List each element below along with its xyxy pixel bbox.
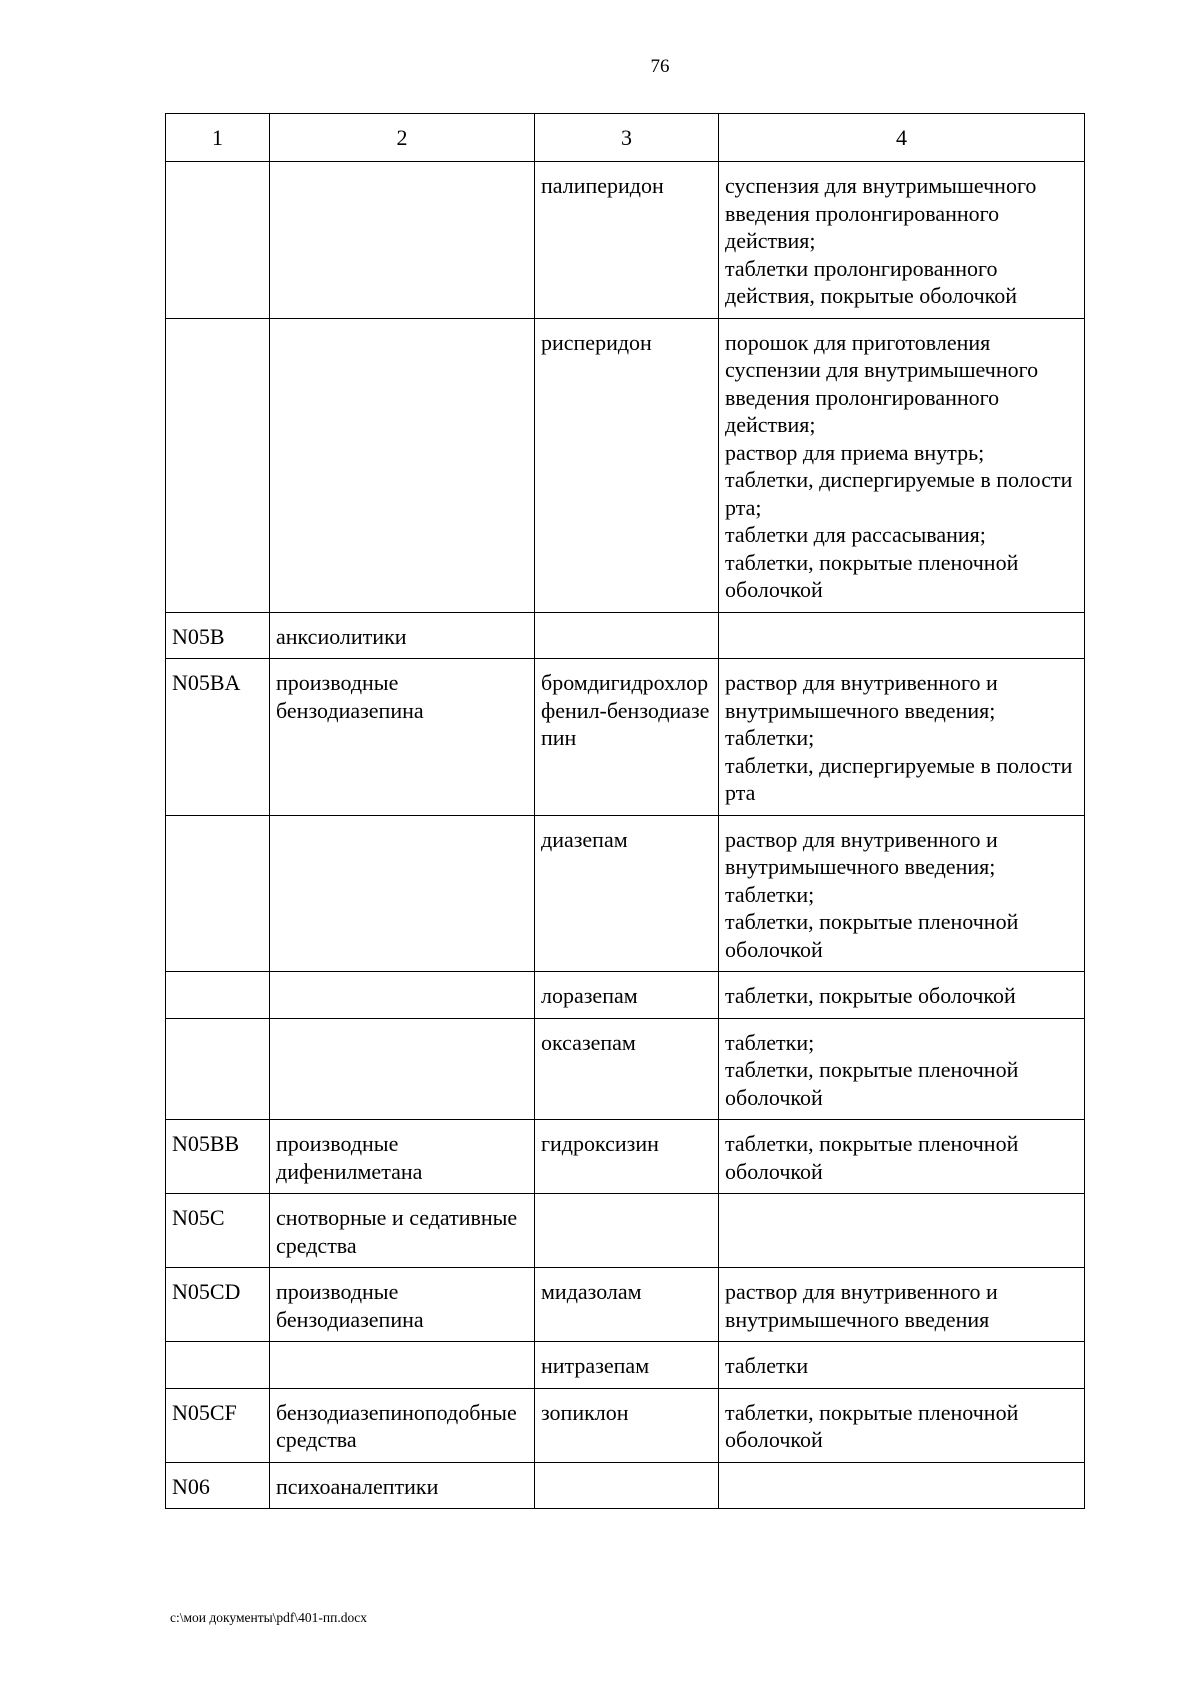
dosage-forms-cell	[719, 1388, 1085, 1462]
dosage-form-line: порошок для приготовления суспензии для внутримышечного введения пролонгированного действия;	[725, 329, 1039, 437]
table-row	[166, 1462, 1085, 1509]
drug-table-container	[165, 113, 1085, 1509]
atc-code-cell	[166, 162, 270, 319]
dosage-forms-cell	[719, 1120, 1085, 1194]
atc-code-cell: N05B	[166, 612, 270, 659]
group-name-cell	[270, 1018, 535, 1120]
column-header-drug: 3	[535, 114, 719, 162]
dosage-form-line: таблетки;	[725, 1029, 815, 1055]
atc-code-cell: N05C	[166, 1194, 270, 1268]
drug-name-cell: оксазепам	[535, 1018, 719, 1120]
table-row	[166, 1120, 1085, 1194]
footer-file-path: c:\мои документы\pdf\401-пп.docx	[170, 1610, 367, 1625]
dosage-form-line: таблетки;	[725, 881, 815, 907]
table-row	[166, 1268, 1085, 1342]
group-name-cell: производные дифенилметана	[270, 1120, 535, 1194]
group-name-cell	[270, 318, 535, 612]
column-header-group: 2	[270, 114, 535, 162]
dosage-form-line: раствор для внутривенного и внутримышечного введения	[725, 1279, 998, 1332]
drug-name-cell: зопиклон	[535, 1388, 719, 1462]
group-name-cell: производные бензодиазепина	[270, 1268, 535, 1342]
dosage-form-line: таблетки, покрытые пленочной оболочкой	[725, 549, 1019, 602]
dosage-form-line: раствор для внутривенного и внутримышечного введения;	[725, 826, 998, 879]
table-row	[166, 1018, 1085, 1120]
dosage-form-line: таблетки, покрытые оболочкой	[725, 983, 1016, 1008]
group-name-cell	[270, 815, 535, 972]
atc-code-cell: N05BA	[166, 659, 270, 816]
group-name-cell	[270, 162, 535, 319]
dosage-form-line: раствор для внутривенного и внутримышечного введения;	[725, 670, 998, 723]
drug-name-cell: диазепам	[535, 815, 719, 972]
dosage-forms-cell	[719, 815, 1085, 972]
atc-code-cell: N05CD	[166, 1268, 270, 1342]
table-row	[166, 1388, 1085, 1462]
atc-code-cell	[166, 1342, 270, 1389]
dosage-forms-cell	[719, 1342, 1085, 1389]
table-row	[166, 318, 1085, 612]
group-name-cell	[270, 972, 535, 1019]
atc-code-cell	[166, 815, 270, 972]
group-name-cell: анксиолитики	[270, 612, 535, 659]
table-body	[166, 162, 1085, 1509]
dosage-form-line: таблетки, диспергируемые в полости рта	[725, 752, 1073, 805]
dosage-form-line: таблетки	[725, 1353, 809, 1378]
dosage-forms-cell	[719, 162, 1085, 319]
dosage-form-line: таблетки, покрытые пленочной оболочкой	[725, 1399, 1019, 1452]
atc-code-cell	[166, 318, 270, 612]
group-name-cell: производные бензодиазепина	[270, 659, 535, 816]
drug-name-cell: лоразепам	[535, 972, 719, 1019]
drug-name-cell	[535, 612, 719, 659]
atc-code-cell: N05BB	[166, 1120, 270, 1194]
atc-code-cell: N06	[166, 1462, 270, 1509]
dosage-forms-cell	[719, 1194, 1085, 1268]
dosage-form-line: таблетки для рассасывания;	[725, 522, 986, 547]
table-row	[166, 162, 1085, 319]
table-row	[166, 972, 1085, 1019]
drug-name-cell: рисперидон	[535, 318, 719, 612]
table-row	[166, 612, 1085, 659]
table-row	[166, 815, 1085, 972]
group-name-cell	[270, 1342, 535, 1389]
dosage-form-line: таблетки, покрытые пленочной оболочкой	[725, 1131, 1019, 1184]
drug-name-cell	[535, 1194, 719, 1268]
atc-code-cell	[166, 972, 270, 1019]
dosage-form-line: таблетки;	[725, 725, 815, 750]
dosage-forms-cell	[719, 612, 1085, 659]
atc-code-cell: N05CF	[166, 1388, 270, 1462]
drug-name-cell: мидазолам	[535, 1268, 719, 1342]
drug-table	[165, 113, 1085, 1509]
table-row	[166, 659, 1085, 816]
dosage-form-line: таблетки пролонгированного действия, покрытые оболочкой	[725, 255, 1018, 308]
dosage-forms-cell	[719, 1462, 1085, 1509]
dosage-form-line: раствор для приема внутрь;	[725, 439, 985, 465]
dosage-form-line: таблетки, покрытые пленочной оболочкой	[725, 909, 1019, 962]
table-header-row	[166, 114, 1085, 162]
drug-name-cell	[535, 1462, 719, 1509]
dosage-forms-cell	[719, 972, 1085, 1019]
group-name-cell: психоаналептики	[270, 1462, 535, 1509]
page-number: 76	[650, 56, 670, 77]
column-header-forms: 4	[719, 114, 1085, 162]
drug-name-cell: палиперидон	[535, 162, 719, 319]
dosage-form-line: суспензия для внутримышечного введения пролонгированного действия;	[725, 173, 1037, 253]
group-name-cell: бензодиазепиноподобные средства	[270, 1388, 535, 1462]
drug-name-cell: гидроксизин	[535, 1120, 719, 1194]
dosage-forms-cell	[719, 659, 1085, 816]
drug-name-cell: нитразепам	[535, 1342, 719, 1389]
table-row	[166, 1342, 1085, 1389]
dosage-forms-cell	[719, 1018, 1085, 1120]
dosage-form-line: таблетки, покрытые пленочной оболочкой	[725, 1057, 1019, 1110]
group-name-cell: снотворные и седативные средства	[270, 1194, 535, 1268]
atc-code-cell	[166, 1018, 270, 1120]
table-row	[166, 1194, 1085, 1268]
dosage-form-line: таблетки, диспергируемые в полости рта;	[725, 467, 1073, 520]
drug-name-cell: бромдигидрохлорфенил-бензодиазепин	[535, 659, 719, 816]
dosage-forms-cell	[719, 318, 1085, 612]
dosage-forms-cell	[719, 1268, 1085, 1342]
column-header-code: 1	[166, 114, 270, 162]
